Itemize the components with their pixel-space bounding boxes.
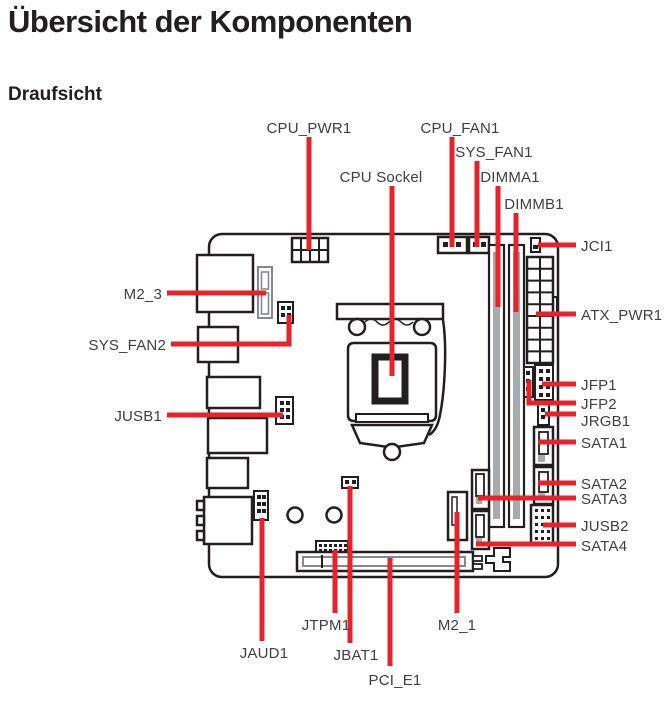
- label-jfp1: JFP1: [581, 377, 617, 394]
- label-dimmb1: DIMMB1: [504, 196, 564, 213]
- label-jusb1: JUSB1: [114, 408, 162, 425]
- label-jusb2: JUSB2: [581, 518, 629, 535]
- pcie-inner-slot: [303, 557, 465, 566]
- label-jtpm1: JTPM1: [301, 617, 351, 634]
- label-jci1: JCI1: [581, 238, 613, 255]
- jusb1-connector: [276, 397, 293, 424]
- label-m2-1: M2_1: [437, 617, 477, 634]
- label-cpu-socket: CPU Sockel: [339, 169, 423, 186]
- label-sata2: SATA2: [581, 476, 628, 493]
- atx-pwr1-connector: [527, 257, 557, 363]
- section-subtitle: Draufsicht: [8, 84, 102, 105]
- audio-jack-block: [204, 497, 252, 544]
- board-and-components: [197, 234, 558, 577]
- label-sys-fan2: SYS_FAN2: [88, 337, 166, 354]
- label-sata3: SATA3: [581, 491, 628, 508]
- mounting-hole: [327, 508, 342, 523]
- page-title: Übersicht der Komponenten: [8, 4, 413, 39]
- label-jbat1: JBAT1: [333, 647, 379, 664]
- label-m2-3: M2_3: [123, 286, 162, 303]
- label-cpu-fan1: CPU_FAN1: [420, 120, 500, 137]
- label-pci-e1: PCI_E1: [368, 672, 422, 689]
- label-atx-pwr1: ATX_PWR1: [581, 307, 663, 324]
- label-jrgb1: JRGB1: [581, 413, 631, 430]
- label-sata4: SATA4: [581, 538, 628, 555]
- label-sys-fan1: SYS_FAN1: [455, 144, 533, 161]
- label-jfp2: JFP2: [581, 396, 617, 413]
- label-jaud1: JAUD1: [239, 645, 289, 662]
- mounting-hole: [288, 508, 303, 523]
- label-dimma1: DIMMA1: [480, 169, 540, 186]
- label-sata1: SATA1: [581, 435, 628, 452]
- label-cpu-pwr1: CPU_PWR1: [266, 120, 352, 137]
